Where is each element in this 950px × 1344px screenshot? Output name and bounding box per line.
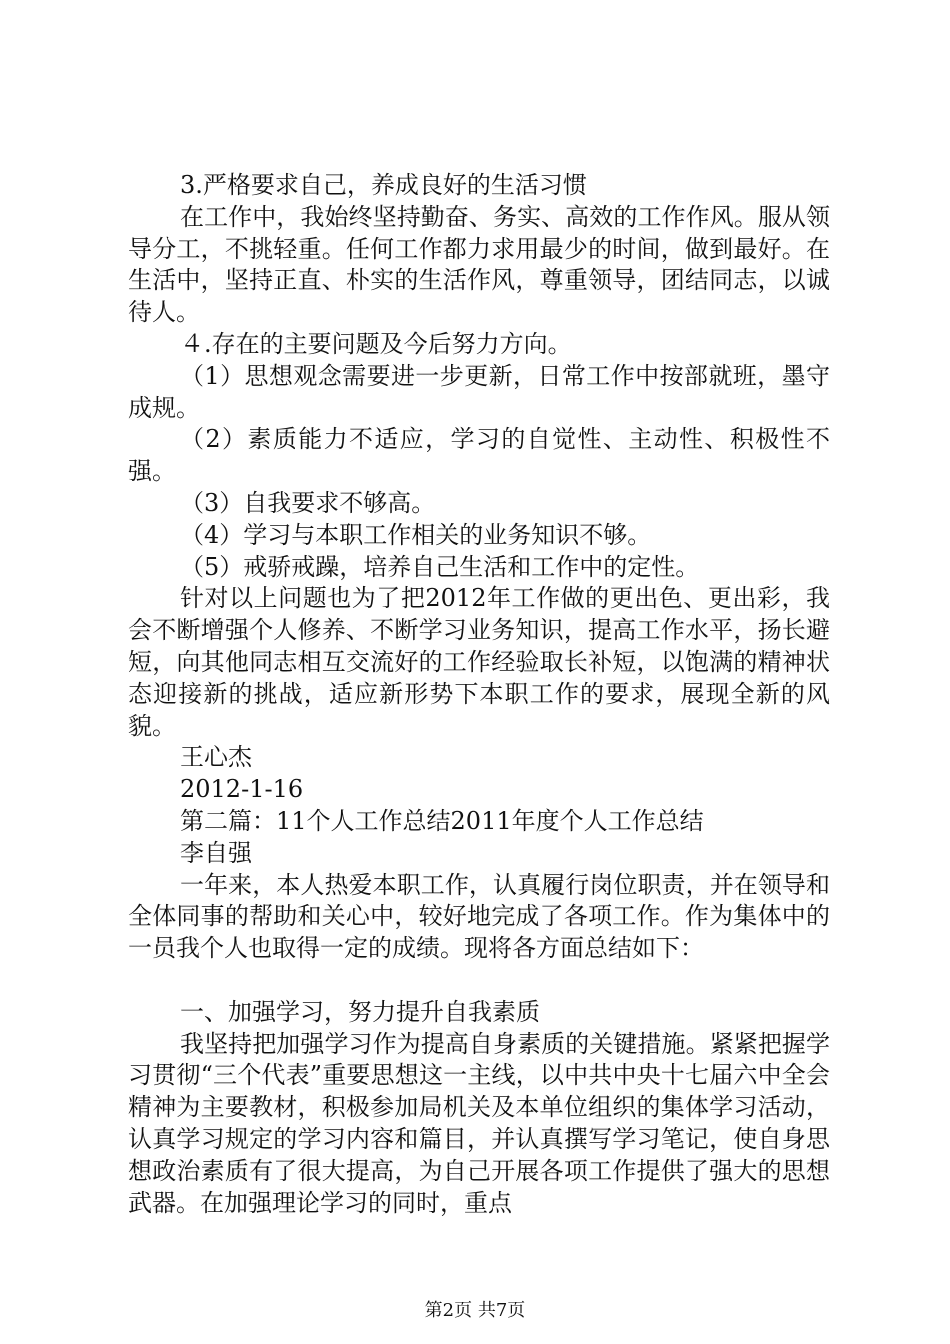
blank-line [128, 965, 830, 997]
signature-date: 2012-1-16 [180, 775, 304, 804]
list-item: （1）思想观念需要进一步更新，日常工作中按部就班，墨守成规。 [128, 361, 830, 422]
list-item: （5）戒骄戒躁，培养自己生活和工作中的定性。 [180, 552, 700, 581]
list-item: （4）学习与本职工作相关的业务知识不够。 [180, 520, 652, 549]
section-heading: ４.存在的主要问题及今后努力方向。 [180, 329, 572, 358]
author-name: 李自强 [180, 838, 252, 867]
document-body [128, 170, 830, 1219]
paragraph: 我坚持把加强学习作为提高自身素质的关键措施。紧紧把握学习贯彻“三个代表”重要思想这一主线，以中共中央十七届六中全会精神为主要教材，积极参加局机关及本单位组织的集体学习活动，认真学习规定的学习内容和篇目，并认真撰写学习笔记，使自身思想政治素质有了很大提高，为自己开展各项工作提供了强大的思想武器。在加强理论学习的同时，重点 [128, 1029, 830, 1217]
page-number: 第2页 共7页 [424, 1300, 526, 1321]
paragraph: 针对以上问题也为了把2012年工作做的更出色、更出彩，我会不断增强个人修养、不断学习业务知识，提高工作水平，扬长避短，向其他同志相互交流好的工作经验取长补短，以饱满的精神状态迎接新的挑战，适应新形势下本职工作的要求，展现全新的风貌。 [128, 584, 830, 740]
section-heading: 一、加强学习，努力提升自我素质 [180, 997, 540, 1026]
paragraph: 一年来，本人热爱本职工作，认真履行岗位职责，并在领导和全体同事的帮助和关心中，较好地完成了各项工作。作为集体中的一员我个人也取得一定的成绩。现将各方面总结如下： [128, 870, 830, 963]
paragraph: 在工作中，我始终坚持勤奋、务实、高效的工作作风。服从领导分工，不挑轻重。任何工作都力求用最少的时间，做到最好。在生活中，坚持正直、朴实的生活作风，尊重领导，团结同志，以诚待人。 [128, 202, 830, 327]
list-item: （2）素质能力不适应，学习的自觉性、主动性、积极性不强。 [128, 425, 830, 486]
list-item: （3）自我要求不够高。 [180, 488, 436, 517]
article-title: 第二篇：11个人工作总结2011年度个人工作总结 [180, 806, 704, 835]
signature-name: 王心杰 [180, 743, 252, 772]
section-heading: 3.严格要求自己，养成良好的生活习惯 [180, 171, 587, 199]
